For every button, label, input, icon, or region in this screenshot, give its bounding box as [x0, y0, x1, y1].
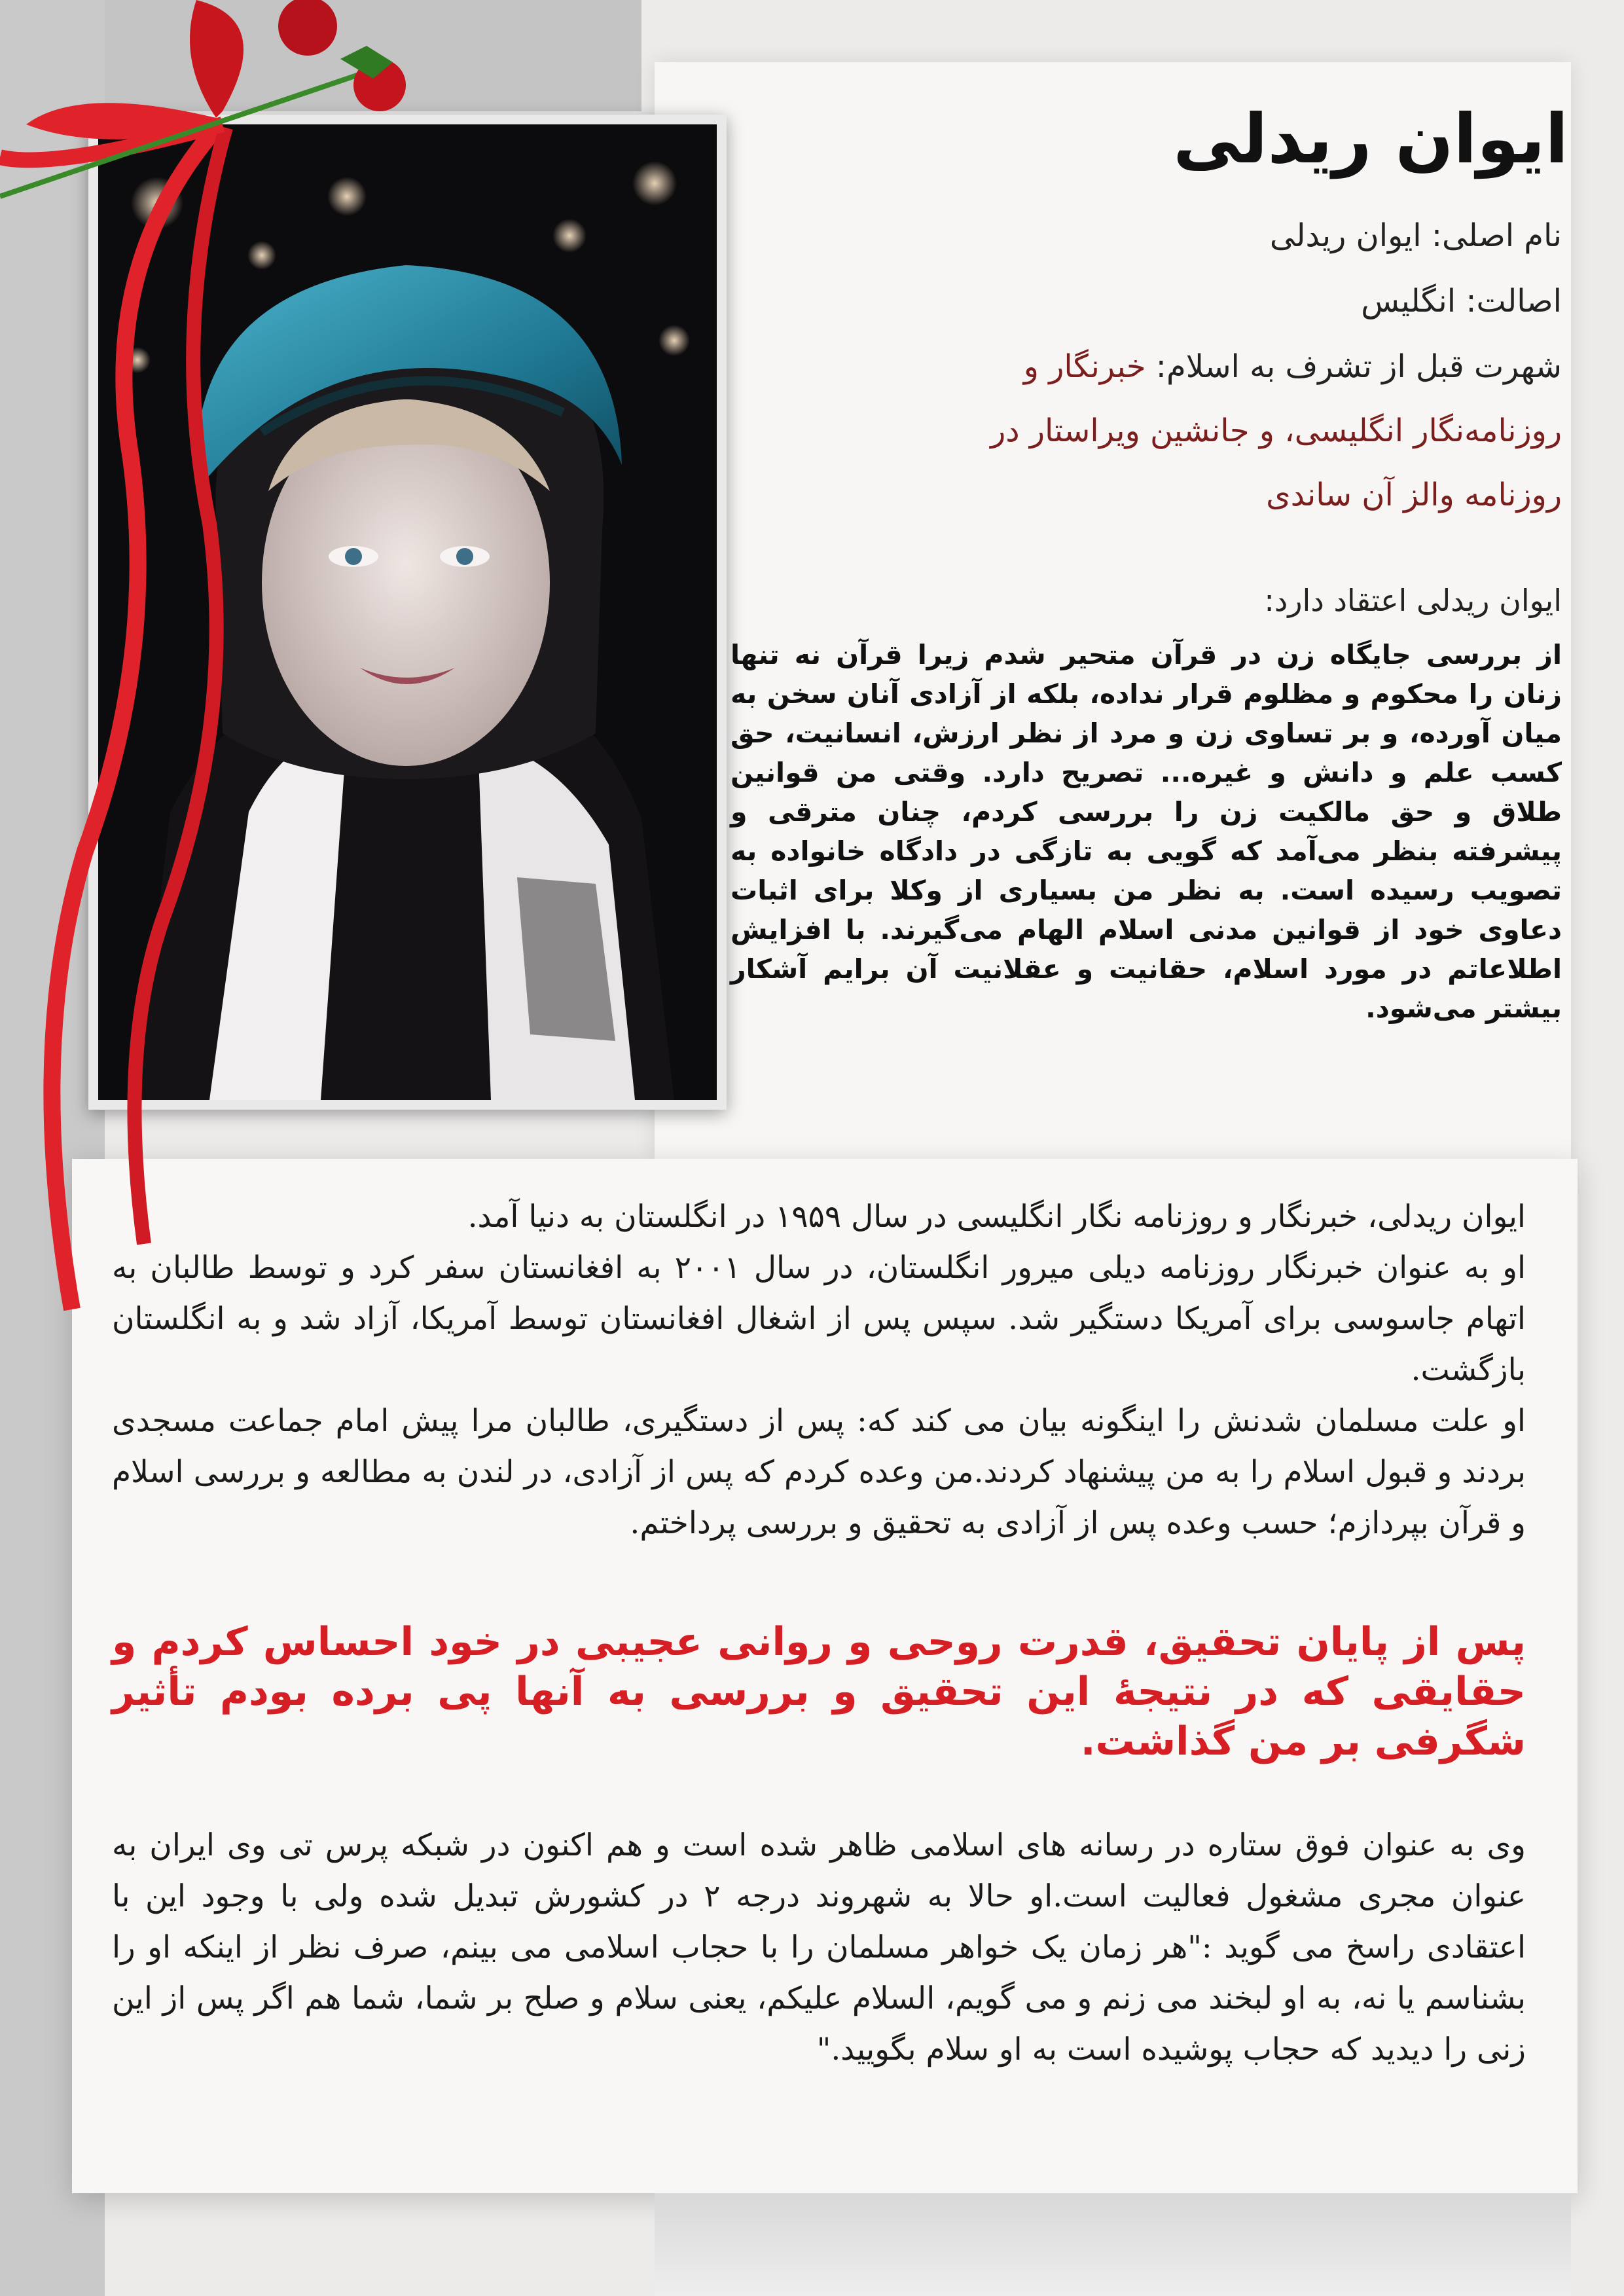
info-origin-line: [744, 275, 1562, 327]
fame-value-1: خبرنگار و: [1023, 348, 1146, 385]
fame-label: شهرت قبل از تشرف به اسلام:: [1155, 348, 1562, 385]
biography-paragraph-1: ایوان ریدلی، خبرنگار و روزنامه نگار انگلیسی در سال ۱۹۵۹ در انگلستان به دنیا آمد.: [467, 1199, 1526, 1235]
biography-paragraph-3: او علت مسلمان شدنش را اینگونه بیان می کند که: پس از دستگیری، طالبان مرا پیش امام جماعت مسجدی بردند و قبول اسلام را به من پیشنهاد کردند.من وعده کردم که پس از آزادی، در لندن به مطالعه و بررسی اسلام و قرآن بپردازم؛ حسب وعده پس از آزادی به تحقیق و بررسی پرداختم.: [112, 1403, 1526, 1541]
biography-paragraph-2: او به عنوان خبرنگار روزنامه دیلی میرور انگلستان، در سال ۲۰۰۱ به افغانستان سفر کرد و توسط طالبان به اتهام جاسوسی برای آمریکا دستگیر شد. سپس پس از اشغال افغانستان توسط آمریکا، آزاد شد و به انگلستان بازگشت.: [112, 1250, 1526, 1388]
fame-value-3: روزنامه والز آن ساندی: [1266, 477, 1562, 513]
origin-value: انگلیس: [1361, 283, 1456, 319]
background-band-top: [105, 0, 641, 111]
origin-label: اصالت:: [1466, 283, 1562, 319]
portrait-photo: [98, 124, 717, 1100]
page-title: ایوان ریدلی: [1173, 99, 1568, 179]
info-name-line: [744, 210, 1562, 262]
biography-text: [112, 1192, 1526, 1549]
fame-value-2: روزنامه‌نگار انگلیسی، و جانشین ویراستار در: [990, 412, 1562, 449]
biography-paragraph-4: وی به عنوان فوق ستاره در رسانه های اسلامی ظاهر شده است و هم اکنون در شبکه پرس تی وی ایران به عنوان مجری مشغول فعالیت است.او حالا به شهروند درجه ۲ در کشورش تبدیل شده ولی با وجود این با اعتقادی راسخ می گوید :"هر زمان یک خواهر مسلمان را با حجاب اسلامی می بینم، صرف نظر از اینکه او را بشناسم یا نه، به او لبخند می زنم و می گویم، السلام علیکم، یعنی سلام و صلح بر شما، شما هم اگر پس از این زنی را دیدید که حجاب پوشیده است به او سلام بگویید.": [112, 1827, 1526, 2068]
info-fame-block: [744, 340, 1562, 521]
name-value: ایوان ریدلی: [1269, 217, 1422, 254]
belief-label: ایوان ریدلی اعتقاد دارد:: [1264, 583, 1562, 618]
belief-quote: از بررسی جایگاه زن در قرآن متحیر شدم زیرا قرآن نه تنها زنان را محکوم و مظلوم قرار نداده، بلکه از آزادی آنان سخن به میان آورده، و بر تساوی زن و مرد از نظر ارزش، انسانیت، حق کسب علم و دانش و غیره... تصریح دارد. وقتی من قوانین طلاق و حق مالکیت زن را بررسی کردم، چنان مترقی و پیشرفته بنظر می‌آمد که گویی به تازگی در دادگاه خانواده به تصویب رسیده است. به نظر من بسیاری از وکلا برای اثبات دعاوی خود از قوانین مدنی اسلام الهام می‌گیرند. با افزایش اطلاعاتم در مورد اسلام، حقانیت و عقلانیت آن برایم آشکار بیشتر می‌شود.: [731, 639, 1562, 1024]
name-label: نام اصلی:: [1431, 217, 1562, 254]
highlight-quote: پس از پایان تحقیق، قدرت روحی و روانی عجیبی در خود احساس کردم و حقایقی که در نتیجهٔ این تحقیق و بررسی به آنها پی برده بودم تأثیر شگرفی بر من گذاشت.: [112, 1619, 1526, 1764]
paper-fold: [655, 2193, 1571, 2296]
